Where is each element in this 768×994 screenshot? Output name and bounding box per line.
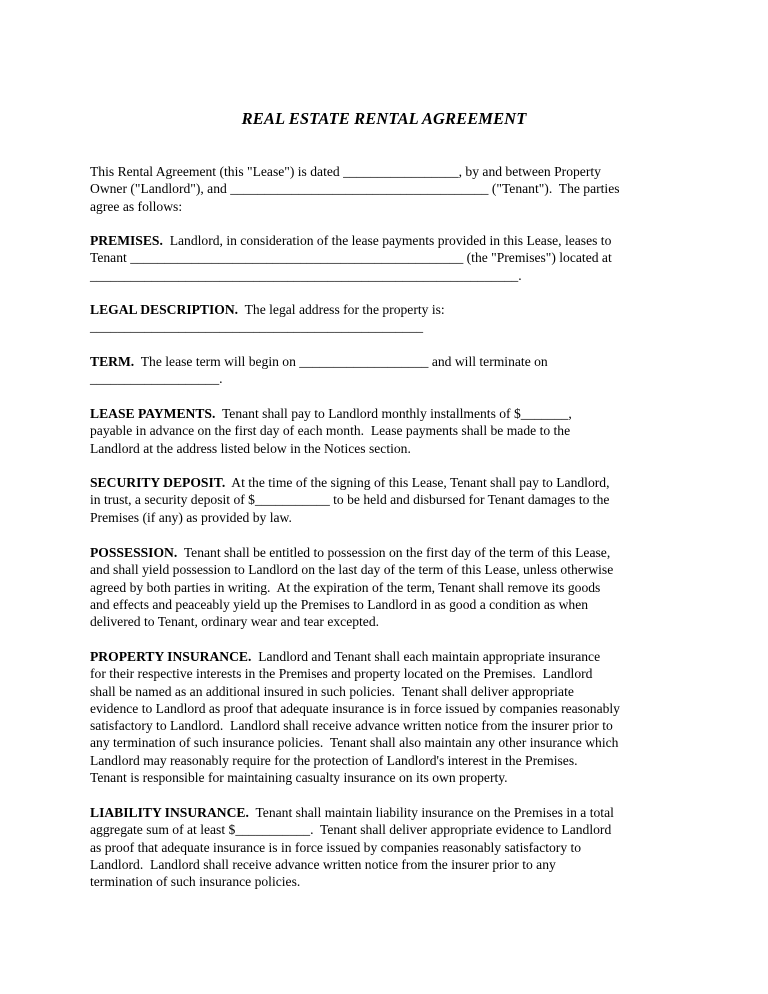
possession-line xyxy=(90,544,690,561)
property-insurance-section xyxy=(90,648,690,786)
premises-line: Tenant _________________________________________________ (the "Premises") located at xyxy=(90,250,612,266)
legal-description-heading: LEGAL DESCRIPTION. xyxy=(90,302,239,317)
legal-description-section xyxy=(90,301,690,336)
liability-insurance-section xyxy=(90,804,690,890)
security-deposit-line xyxy=(90,474,690,491)
security-deposit-heading: SECURITY DEPOSIT. xyxy=(90,475,226,490)
term-section xyxy=(90,353,690,388)
lease-payments-line xyxy=(90,405,690,422)
intro-line: This Rental Agreement (this "Lease") is dated _________________, by and between Property xyxy=(90,164,601,179)
term-line: ___________________. xyxy=(90,371,223,387)
legal-description-line: _________________________________________________ xyxy=(90,319,424,335)
term-text: The lease term will begin on ___________________ and will terminate on xyxy=(134,354,548,369)
legal-description-line xyxy=(90,301,690,318)
legal-description-text: The legal address for the property is: xyxy=(238,302,445,317)
intro-paragraph xyxy=(90,163,690,215)
lease-payments-line: Landlord at the address listed below in the Notices section. xyxy=(90,440,411,456)
property-insurance-line: Landlord may reasonably require for the protection of Landlord's interest in the Premises. xyxy=(90,752,578,768)
possession-line: and effects and peaceably yield up the Premises to Landlord in as good a condition as when xyxy=(90,596,589,612)
property-insurance-text: Landlord and Tenant shall each maintain appropriate insurance xyxy=(251,649,601,664)
liability-insurance-heading: LIABILITY INSURANCE. xyxy=(90,805,249,820)
lease-payments-text: Tenant shall pay to Landlord monthly installments of $_______, xyxy=(215,406,572,421)
property-insurance-line: any termination of such insurance policies. Tenant shall also maintain any other insurance which xyxy=(90,735,619,751)
property-insurance-line: for their respective interests in the Premises and property located on the Premises. Landlord xyxy=(90,666,593,682)
liability-insurance-line: aggregate sum of at least $___________. Tenant shall deliver appropriate evidence to Landlord xyxy=(90,822,612,838)
term-heading: TERM. xyxy=(90,354,135,369)
lease-payments-line: payable in advance on the first day of each month. Lease payments shall be made to the xyxy=(90,423,571,439)
security-deposit-line: Premises (if any) as provided by law. xyxy=(90,509,292,525)
premises-heading: PREMISES. xyxy=(90,233,163,248)
premises-section xyxy=(90,232,690,284)
possession-section xyxy=(90,544,690,630)
possession-heading: POSSESSION. xyxy=(90,545,178,560)
liability-insurance-text: Tenant shall maintain liability insurance on the Premises in a total xyxy=(248,805,614,820)
liability-insurance-line: termination of such insurance policies. xyxy=(90,874,301,890)
possession-text: Tenant shall be entitled to possession on the first day of the term of this Lease, xyxy=(177,545,611,560)
intro-line: agree as follows: xyxy=(90,198,183,214)
document-title: REAL ESTATE RENTAL AGREEMENT xyxy=(241,109,527,128)
liability-insurance-line: Landlord. Landlord shall receive advance written notice from the insurer prior to any xyxy=(90,856,556,872)
property-insurance-line xyxy=(90,648,690,665)
property-insurance-line: satisfactory to Landlord. Landlord shall receive advance written notice from the insurer prior to xyxy=(90,718,613,734)
property-insurance-line: evidence to Landlord as proof that adequate insurance is in force issued by companies reasonably xyxy=(90,700,620,716)
lease-payments-heading: LEASE PAYMENTS. xyxy=(90,406,216,421)
security-deposit-line: in trust, a security deposit of $___________ to be held and disbursed for Tenant damages to the xyxy=(90,492,610,508)
property-insurance-line: Tenant is responsible for maintaining casualty insurance on its own property. xyxy=(90,770,508,786)
term-line xyxy=(90,353,690,370)
property-insurance-line: shall be named as an additional insured in such policies. Tenant shall deliver appropriate xyxy=(90,683,574,699)
intro-line: Owner ("Landlord"), and ______________________________________ ("Tenant"). The parties xyxy=(90,181,620,197)
security-deposit-section xyxy=(90,474,690,526)
liability-insurance-line xyxy=(90,804,690,821)
liability-insurance-line: as proof that adequate insurance is in force issued by companies reasonably satisfactory to xyxy=(90,839,582,855)
possession-line: and shall yield possession to Landlord on the last day of the term of this Lease, unless otherwise xyxy=(90,562,614,578)
lease-payments-section xyxy=(90,405,690,457)
property-insurance-heading: PROPERTY INSURANCE. xyxy=(90,649,252,664)
possession-line: agreed by both parties in writing. At the expiration of the term, Tenant shall remove its goods xyxy=(90,579,601,595)
possession-line: delivered to Tenant, ordinary wear and tear excepted. xyxy=(90,614,380,630)
premises-line xyxy=(90,232,690,249)
security-deposit-text: At the time of the signing of this Lease, Tenant shall pay to Landlord, xyxy=(225,475,610,490)
premises-line: _______________________________________________________________. xyxy=(90,267,522,283)
premises-text: Landlord, in consideration of the lease payments provided in this Lease, leases to xyxy=(162,233,612,248)
